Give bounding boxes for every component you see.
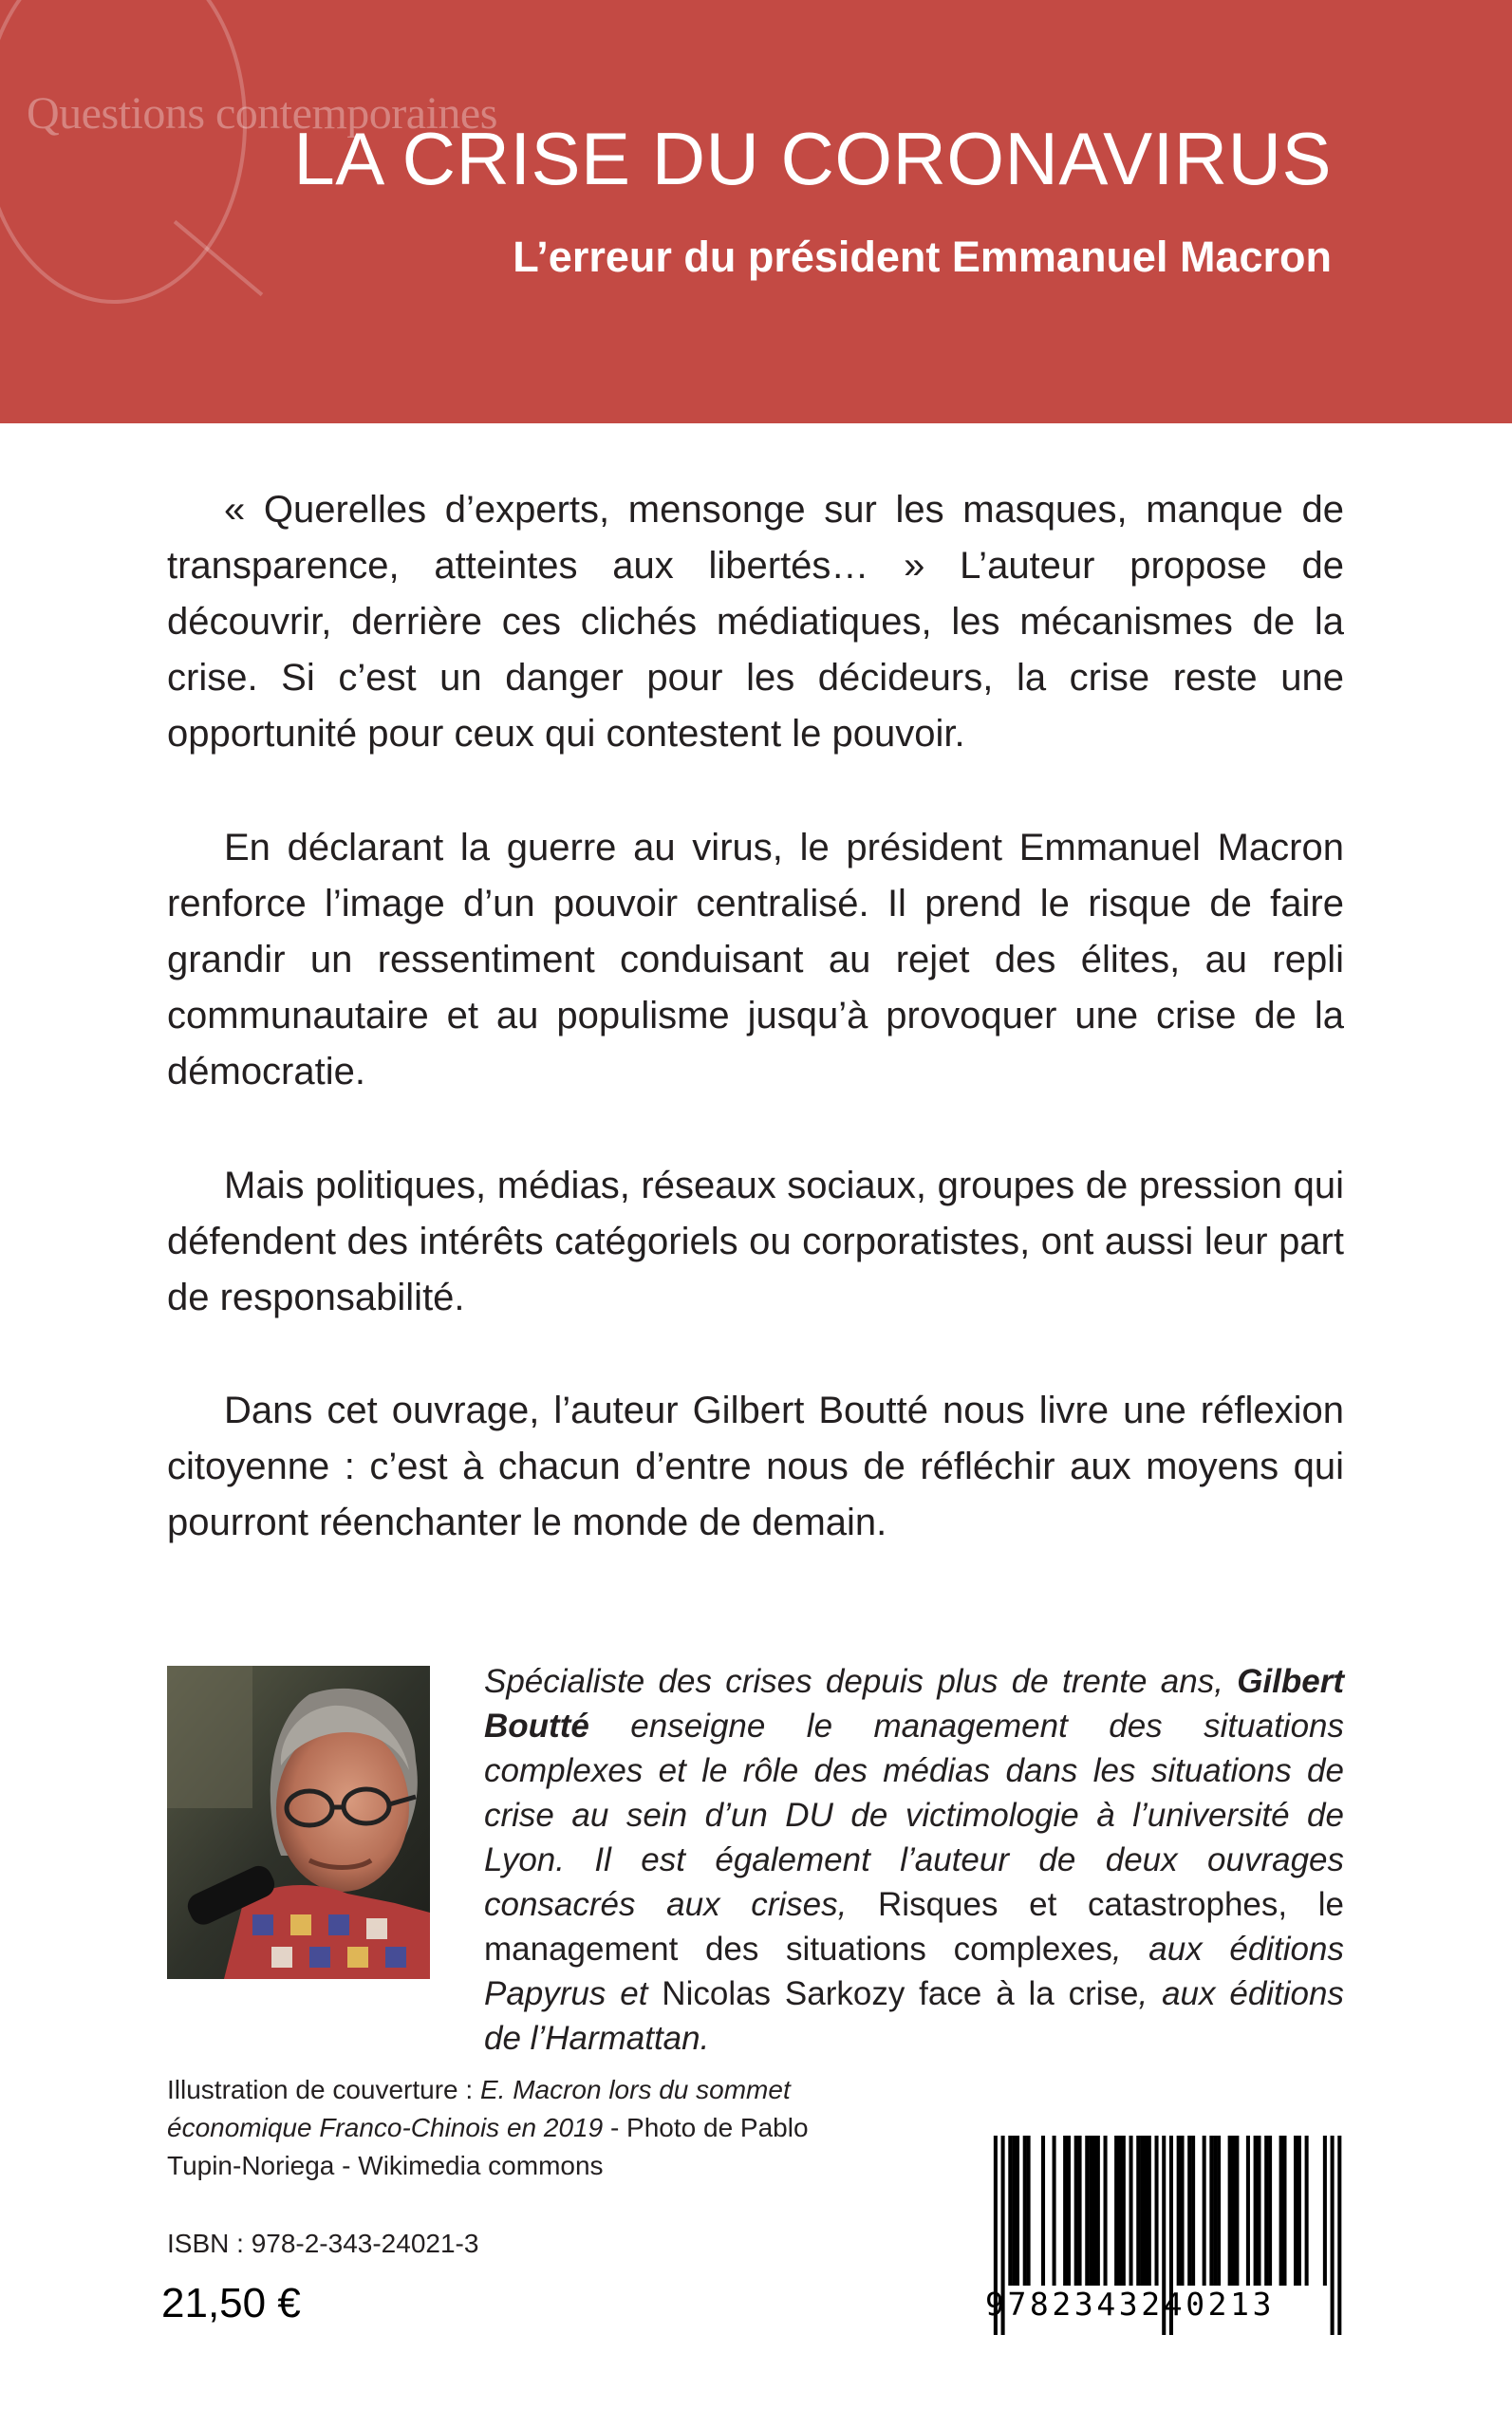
barcode-bar (1257, 2136, 1260, 2286)
barcode-bar (1254, 2136, 1258, 2286)
barcode-bar (1279, 2136, 1283, 2286)
barcode-bar (1016, 2136, 1019, 2286)
bio-book-2: Nicolas Sarkozy face à la crise (662, 1975, 1139, 2012)
barcode-bar (1118, 2136, 1122, 2286)
series-q-logo (0, 0, 247, 304)
barcode-bar (1129, 2136, 1133, 2286)
barcode-bar (1012, 2136, 1016, 2286)
bio-author-name: Gilbert Boutté (484, 1663, 1344, 1745)
barcode-bar (1063, 2136, 1067, 2286)
series-name: Questions contemporaines (27, 88, 497, 139)
author-bio (484, 1659, 1344, 2061)
blurb-paragraph-2: En déclarant la guerre au virus, le président Emmanuel Macron renforce l’image d’un pouvoir centralisé. Il prend le risque de faire grandir un ressentiment conduisant au rejet des élites, au repli communautaire et au populisme jusqu’à provoquer une crise de la démocratie. (167, 827, 1344, 1092)
barcode-bar (1246, 2136, 1250, 2286)
barcode-bar (1078, 2136, 1082, 2286)
barcode-bar (1085, 2136, 1089, 2286)
barcode-bar (1122, 2136, 1126, 2286)
barcode-bar (1155, 2136, 1159, 2286)
barcode-bar (1203, 2136, 1206, 2286)
barcode-bar (1053, 2136, 1056, 2286)
price-label: 21,50 € (161, 2280, 301, 2326)
barcode-bar (1092, 2136, 1096, 2286)
barcode-bar (1180, 2136, 1184, 2286)
barcode-bar (1148, 2136, 1151, 2286)
barcode-bar (1213, 2136, 1217, 2286)
book-title: LA CRISE DU CORONAVIRUS (293, 117, 1332, 200)
barcode-bar (1231, 2136, 1235, 2286)
credit-lead: Illustration de couverture : (167, 2075, 480, 2104)
isbn-label: ISBN : 978-2-343-24021-3 (167, 2229, 479, 2258)
barcode-bar (1096, 2136, 1100, 2286)
barcode-bar (1067, 2136, 1071, 2286)
bio-part-2: , aux éditions Papyrus et (484, 1931, 1344, 2012)
barcode-bar (1268, 2136, 1272, 2286)
barcode-bar (1228, 2136, 1232, 2286)
barcode-bar (1235, 2136, 1239, 2286)
bio-book-1: Risques et catastrophes, le management des situations complexes (484, 1886, 1344, 1968)
blurb-paragraph-1: « Querelles d’experts, mensonge sur les masques, manque de transparence, atteintes aux libertés… » L’auteur propose de découvrir, derrière ces clichés médiatiques, les mécanismes de la crise. Si c’est un danger pour les décideurs, la crise reste une opportunité pour ceux qui contestent le pouvoir. (167, 489, 1344, 755)
barcode-bar (1217, 2136, 1221, 2286)
barcode-bar (1264, 2136, 1268, 2286)
author-portrait-image (167, 1666, 430, 1979)
barcode-bar (1104, 2136, 1108, 2286)
barcode-bar (1074, 2136, 1078, 2286)
barcode-bar (1191, 2136, 1195, 2286)
blurb-paragraph-3: Mais politiques, médias, réseaux sociaux, groupes de pression qui défendent des intérêts catégoriels ou corporatistes, ont aussi leur part de responsabilité. (167, 1165, 1344, 1318)
barcode-bar (1140, 2136, 1144, 2286)
credit-rest: - Photo de Pablo Tupin-Noriega - Wikimedia commons (167, 2113, 809, 2180)
barcode-bar (1294, 2136, 1297, 2286)
barcode-digits: 9782343240213 (985, 2286, 1276, 2323)
barcode-bar (1144, 2136, 1148, 2286)
barcode-bar (1089, 2136, 1092, 2286)
barcode-bar (1114, 2136, 1118, 2286)
author-photo (167, 1666, 430, 1979)
barcode-bar (1297, 2136, 1301, 2286)
cover-credit (167, 2071, 812, 2185)
barcode-bar (1209, 2136, 1213, 2286)
barcode-bar (1136, 2136, 1140, 2286)
barcode-bar (1282, 2136, 1286, 2286)
bio-intro: Spécialiste des crises depuis plus de trente ans, (484, 1663, 1238, 1700)
barcode-bar (1177, 2136, 1181, 2286)
barcode-bar (1027, 2136, 1031, 2286)
barcode-bar (1041, 2136, 1045, 2286)
cover-header (0, 0, 1512, 423)
barcode-bar (1023, 2136, 1027, 2286)
bio-part-1: enseigne le management des situations complexes et le rôle des médias dans les situations de crise au sein d’un DU de victimologie à l’université de Lyon. Il est également l’auteur de deux ouvrages consacrés aux crises, (484, 1708, 1344, 1923)
book-subtitle: L’erreur du président Emmanuel Macron (513, 233, 1332, 281)
barcode-bar (1187, 2136, 1191, 2286)
barcode-bar (1008, 2136, 1012, 2286)
credit-caption: E. Macron lors du sommet économique Franco-Chinois en 2019 (167, 2075, 791, 2142)
blurb-paragraph-4: Dans cet ouvrage, l’auteur Gilbert Boutté nous livre une réflexion citoyenne : c’est à chacun d’entre nous de réfléchir aux moyens qui pourront réenchanter le monde de demain. (167, 1390, 1344, 1543)
bio-part-3: , aux éditions de l’Harmattan. (484, 1975, 1344, 2057)
barcode-bar (1323, 2136, 1327, 2286)
barcode-bar (1305, 2136, 1309, 2286)
